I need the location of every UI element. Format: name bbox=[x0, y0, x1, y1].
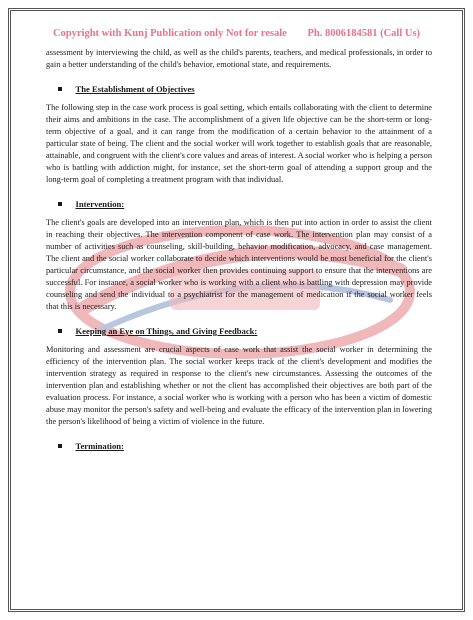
section-paragraph-objectives: The following step in the case work process is goal setting, which entails collaborating with the client to determine their aims and ambitions in the case. The accomplishment of a given life objective can be the short-term or long-term objective of a goal, and it can range from the modification of a certain behavior to the attainment of a particular state of being. The client and the social worker will work together to establish goals that are reasonable, attainable, and congruent with the client's core values and areas of interest. A social worker who is helping a person who is battling with addiction might, for instance, set the short-term goal of attending a support group and the long-term goal of completing a treatment program with that individual. bbox=[46, 103, 432, 184]
section-heading-intervention bbox=[46, 198, 432, 210]
section-paragraph-monitoring: Monitoring and assessment are crucial aspects of case work that assist the social worker in determining the efficiency of the intervention plan. The social worker keeps track of the client's development and modifies the intervention strategy as required in response to the client's new circumstances. Assessing the outcomes of the intervention plan and establishing whether or not the client has accomplished their objectives are both part of the evaluation process. For instance, a social worker who is working with a person who has been a victim of domestic abuse may monitor the person's safety and well-being and evaluate the efficacy of the intervention plan in lowering the person's likelihood of being a victim of violence in the future. bbox=[46, 345, 432, 426]
bullet-icon bbox=[58, 202, 62, 206]
bullet-icon bbox=[58, 444, 62, 448]
section-heading-text: Intervention: bbox=[75, 199, 125, 209]
phone-number: Ph. 8006184581 (Call Us) bbox=[307, 28, 421, 39]
section-heading-text: Termination: bbox=[75, 441, 124, 451]
section-heading-monitoring bbox=[46, 325, 432, 337]
bullet-icon bbox=[58, 329, 62, 333]
bullet-icon bbox=[58, 87, 62, 91]
section-heading-text: The Establishment of Objectives bbox=[75, 84, 195, 94]
intro-paragraph: assessment by interviewing the child, as well as the child's parents, teachers, and medical professionals, in order to gain a better understanding of the child's behavior, emotional state, and requirements. bbox=[46, 48, 432, 69]
section-paragraph-intervention: The client's goals are developed into an intervention plan, which is then put into action in order to assist the client in reaching their objectives. The intervention component of case work. The intervention plan may consist of a number of activities such as counseling, skill-building, behavior modification, advocacy, and case management. The client and the social worker collaborate to decide which interventions would be most beneficial for the client's particular circumstance, and the social worker then provides continuing support to ensure that the interventions are successful. For instance, a social worker who is working with a client who is battling with depression may provide counseling and send the individual to a psychiatrist for the management of medication if the social worker feels that this is necessary. bbox=[46, 218, 432, 311]
section-heading-termination bbox=[46, 440, 432, 452]
copyright-notice: Copyright with Kunj Publication only Not for resale bbox=[52, 28, 287, 39]
section-heading-objectives bbox=[46, 83, 432, 95]
page-header bbox=[0, 28, 473, 39]
document-body bbox=[46, 47, 432, 459]
section-heading-text: Keeping an Eye on Things, and Giving Feedback: bbox=[75, 326, 258, 336]
